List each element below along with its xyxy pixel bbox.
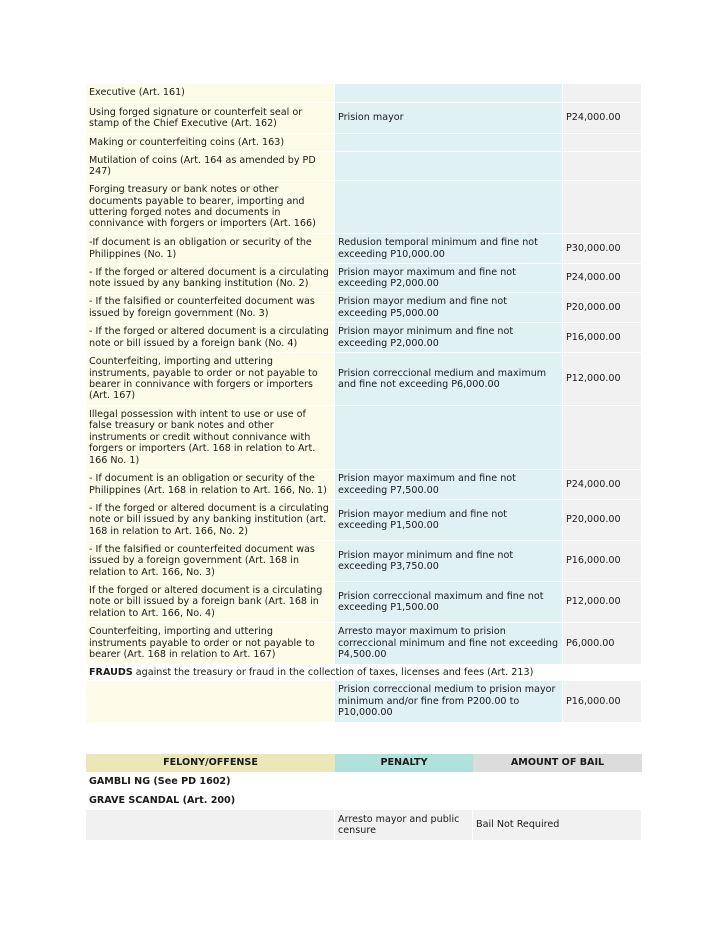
bail-cell: P16,000.00 (563, 541, 642, 582)
bail-cell: P24,000.00 (563, 470, 642, 500)
table-row (86, 103, 642, 134)
grave-scandal-heading: GRAVE SCANDAL (Art. 200) (86, 792, 642, 810)
offense-cell: - If the falsified or counterfeited document was issued by foreign government (No. 3) (86, 293, 335, 323)
bail-cell: P12,000.00 (563, 353, 642, 406)
table-row (86, 134, 642, 152)
frauds-heading-text: against the treasury or fraud in the collection of taxes, licenses and fees (Art. 213) (132, 666, 534, 678)
offense-cell: Executive (Art. 161) (86, 84, 335, 103)
section-heading-row (86, 665, 642, 681)
bail-cell: Bail Not Required (473, 810, 642, 841)
penalty-cell: Arresto mayor maximum to prision correccional minimum and fine not exceeding P4,500.00 (335, 623, 563, 665)
bail-cell (563, 134, 642, 152)
header-felony: FELONY/OFFENSE (86, 754, 335, 772)
offense-cell: -If document is an obligation or security of the Philippines (No. 1) (86, 234, 335, 264)
offense-cell: Using forged signature or counterfeit seal or stamp of the Chief Executive (Art. 162) (86, 103, 335, 134)
table-row (86, 623, 642, 665)
offense-cell: Counterfeiting, importing and uttering instruments, payable to order or not payable to bearer in connivance with forgers or importers (Art. 167) (86, 353, 335, 406)
table-row (86, 582, 642, 623)
gambling-heading: GAMBLI NG (See PD 1602) (86, 772, 642, 792)
penalty-cell: Prision correccional medium and maximum and fine not exceeding P6,000.00 (335, 353, 563, 406)
bail-cell (563, 181, 642, 234)
table-header (86, 754, 642, 772)
offense-cell: - If the forged or altered document is a circulating note or bill issued by any banking institution (art. 168 in relation to Art. 166, No. 2) (86, 500, 335, 541)
penalty-cell (335, 152, 563, 181)
table-row (86, 470, 642, 500)
offense-cell: Counterfeiting, importing and uttering instruments payable to order or not payable to bearer (Art. 168 in relation to Art. 167) (86, 623, 335, 665)
penalty-cell: Prision correccional maximum and fine not exceeding P1,500.00 (335, 582, 563, 623)
bail-cell: P6,000.00 (563, 623, 642, 665)
table-gap (86, 723, 642, 753)
penalty-cell: Prision mayor medium and fine not exceeding P1,500.00 (335, 500, 563, 541)
offense-cell: - If document is an obligation or security of the Philippines (Art. 168 in relation to Art. 166, No. 1) (86, 470, 335, 500)
section-heading-row (86, 792, 642, 810)
penalty-cell (335, 134, 563, 152)
offense-cell: Making or counterfeiting coins (Art. 163) (86, 134, 335, 152)
offense-cell (86, 810, 335, 841)
bail-table-continued (86, 84, 642, 723)
offense-cell: If the forged or altered document is a circulating note or bill issued by a foreign bank (Art. 168 in relation to Art. 166, No. 4) (86, 582, 335, 623)
frauds-heading (86, 665, 642, 681)
offense-cell: - If the falsified or counterfeited document was issued by a foreign government (Art. 168 in relation to Art. 166, No. 3) (86, 541, 335, 582)
penalty-cell: Prision mayor medium and fine not exceeding P5,000.00 (335, 293, 563, 323)
bail-cell (563, 152, 642, 181)
penalty-cell: Prision mayor maximum and fine not exceeding P2,000.00 (335, 264, 563, 293)
offense-cell: - If the forged or altered document is a circulating note or bill issued by a foreign bank (No. 4) (86, 323, 335, 353)
penalty-cell: Arresto mayor and public censure (335, 810, 473, 841)
bail-cell: P16,000.00 (563, 323, 642, 353)
table-row (86, 84, 642, 103)
penalty-cell: Prision mayor minimum and fine not exceeding P2,000.00 (335, 323, 563, 353)
bail-cell: P16,000.00 (563, 681, 642, 723)
penalty-cell: Prision correccional medium to prision mayor minimum and/or fine from P200.00 to P10,000.00 (335, 681, 563, 723)
table-row (86, 264, 642, 293)
table-row (86, 500, 642, 541)
offense-cell: Mutilation of coins (Art. 164 as amended by PD 247) (86, 152, 335, 181)
header-penalty: PENALTY (335, 754, 473, 772)
penalty-cell: Prision mayor maximum and fine not exceeding P7,500.00 (335, 470, 563, 500)
table-row (86, 406, 642, 470)
bail-cell: P30,000.00 (563, 234, 642, 264)
bail-table-next (86, 754, 642, 841)
bail-table-body-2 (86, 772, 642, 841)
penalty-cell: Redusion temporal minimum and fine not exceeding P10,000.00 (335, 234, 563, 264)
header-row (86, 754, 642, 772)
header-bail: AMOUNT OF BAIL (473, 754, 642, 772)
penalty-cell (335, 406, 563, 470)
frauds-heading-bold: FRAUDS (89, 666, 133, 678)
document-page (86, 84, 642, 841)
bail-cell: P12,000.00 (563, 582, 642, 623)
section-heading-row (86, 772, 642, 792)
bail-cell (563, 84, 642, 103)
bail-cell: P24,000.00 (563, 103, 642, 134)
table-row (86, 681, 642, 723)
offense-cell: - If the forged or altered document is a circulating note issued by any banking institution (No. 2) (86, 264, 335, 293)
bail-table-body (86, 84, 642, 723)
table-row (86, 234, 642, 264)
bail-cell (563, 406, 642, 470)
offense-cell: Forging treasury or bank notes or other documents payable to bearer, importing and uttering forged notes and documents in connivance with forgers or importers (Art. 166) (86, 181, 335, 234)
table-row (86, 293, 642, 323)
table-row (86, 152, 642, 181)
table-row (86, 541, 642, 582)
table-row (86, 353, 642, 406)
table-row (86, 181, 642, 234)
penalty-cell: Prision mayor minimum and fine not exceeding P3,750.00 (335, 541, 563, 582)
penalty-cell (335, 84, 563, 103)
bail-cell: P20,000.00 (563, 293, 642, 323)
offense-cell (86, 681, 335, 723)
bail-cell: P20,000.00 (563, 500, 642, 541)
bail-cell: P24,000.00 (563, 264, 642, 293)
penalty-cell (335, 181, 563, 234)
offense-cell: Illegal possession with intent to use or use of false treasury or bank notes and other instruments or credit without connivance with forgers or importers (Art. 168 in relation to Art. 166 No. 1) (86, 406, 335, 470)
table-row (86, 810, 642, 841)
table-row (86, 323, 642, 353)
penalty-cell: Prision mayor (335, 103, 563, 134)
